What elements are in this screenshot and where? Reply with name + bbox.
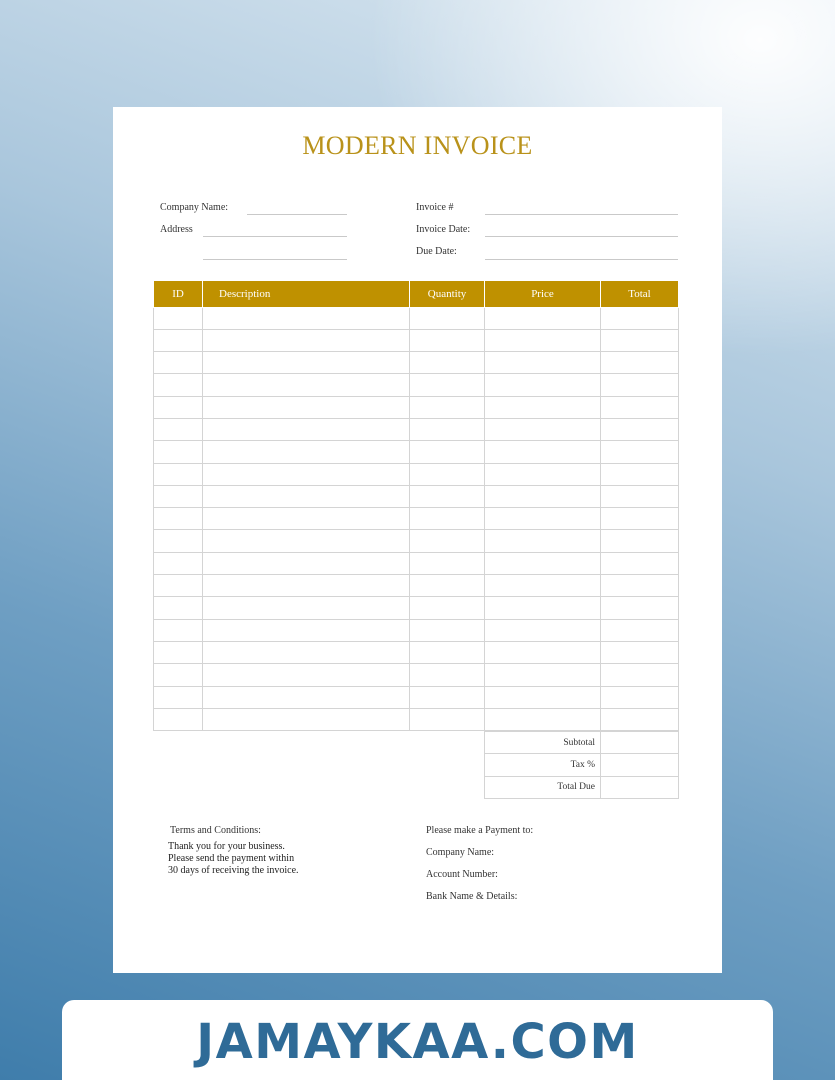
table-cell[interactable] [154,641,203,663]
table-cell[interactable] [410,552,485,574]
totals-table [484,731,679,799]
table-cell[interactable] [485,485,601,507]
table-cell[interactable] [203,329,410,351]
table-row [154,508,679,530]
table-cell[interactable] [203,485,410,507]
payment-title: Please make a Payment to: [426,825,534,836]
table-cell[interactable] [601,575,679,597]
table-cell[interactable] [410,664,485,686]
table-cell[interactable] [203,641,410,663]
table-cell[interactable] [485,664,601,686]
table-cell[interactable] [154,708,203,730]
terms-text: Thank you for your business. Please send the payment within 30 days of receiving the invoice. [168,841,299,876]
table-cell[interactable] [154,686,203,708]
table-row [154,463,679,485]
header-price: Price [485,281,601,307]
table-cell[interactable] [410,575,485,597]
table-cell[interactable] [601,619,679,641]
table-cell[interactable] [410,352,485,374]
table-cell[interactable] [203,441,410,463]
address-label: Address [160,224,193,235]
table-cell[interactable] [601,329,679,351]
table-cell[interactable] [410,708,485,730]
header-total: Total [601,281,679,307]
table-cell[interactable] [485,374,601,396]
table-cell[interactable] [485,597,601,619]
table-cell[interactable] [203,530,410,552]
company-name-field[interactable] [247,214,347,215]
invoice-sheet [113,107,722,973]
table-cell[interactable] [485,708,601,730]
table-cell[interactable] [203,552,410,574]
table-cell[interactable] [485,552,601,574]
table-row [154,352,679,374]
table-cell[interactable] [203,686,410,708]
table-row [154,485,679,507]
due-date-label: Due Date: [416,246,457,257]
table-row [154,329,679,351]
table-cell[interactable] [203,352,410,374]
table-cell[interactable] [154,396,203,418]
table-cell[interactable] [203,508,410,530]
brand-banner [62,1000,773,1080]
table-row [154,575,679,597]
address-field-line-2[interactable] [203,259,347,260]
table-cell[interactable] [154,597,203,619]
company-name-label: Company Name: [160,202,229,213]
table-row [154,664,679,686]
table-header-row [154,281,679,307]
line-items-table [153,281,679,731]
table-cell[interactable] [601,508,679,530]
tax-row [485,754,679,776]
brand-text: JAMAYKAA.COM [196,1014,639,1070]
line-items-body [154,307,679,731]
table-cell[interactable] [203,463,410,485]
header-id: ID [154,281,203,307]
terms-title: Terms and Conditions: [170,825,261,836]
table-cell[interactable] [154,619,203,641]
tax-value-cell[interactable] [601,754,679,776]
table-row [154,686,679,708]
table-cell[interactable] [485,418,601,440]
table-cell[interactable] [203,307,410,329]
table-cell[interactable] [601,485,679,507]
table-cell[interactable] [485,686,601,708]
header-quantity: Quantity [410,281,485,307]
table-cell[interactable] [410,597,485,619]
table-cell[interactable] [601,396,679,418]
table-cell[interactable] [410,418,485,440]
table-cell[interactable] [154,664,203,686]
payment-company-name-label: Company Name: [426,847,495,858]
table-cell[interactable] [601,597,679,619]
table-cell[interactable] [154,374,203,396]
table-cell[interactable] [154,485,203,507]
total-due-row [485,776,679,798]
table-cell[interactable] [601,307,679,329]
table-cell[interactable] [410,329,485,351]
table-row [154,641,679,663]
table-cell[interactable] [154,530,203,552]
table-row [154,708,679,730]
table-cell[interactable] [410,441,485,463]
table-cell[interactable] [485,329,601,351]
table-cell[interactable] [601,463,679,485]
table-row [154,396,679,418]
total-due-label: Total Due [485,776,601,798]
invoice-title: MODERN INVOICE [302,131,533,160]
tax-label: Tax % [485,754,601,776]
table-row [154,374,679,396]
table-cell[interactable] [154,508,203,530]
table-cell[interactable] [410,485,485,507]
table-cell[interactable] [601,352,679,374]
table-cell[interactable] [485,441,601,463]
table-cell[interactable] [203,418,410,440]
table-cell[interactable] [601,441,679,463]
invoice-number-label: Invoice # [416,202,454,213]
bank-details-label: Bank Name & Details: [426,891,518,902]
table-cell[interactable] [601,552,679,574]
table-cell[interactable] [410,463,485,485]
table-cell[interactable] [154,352,203,374]
subtotal-row [485,732,679,754]
header-description: Description [203,281,410,307]
table-cell[interactable] [485,508,601,530]
table-row [154,441,679,463]
table-row [154,418,679,440]
table-cell[interactable] [203,708,410,730]
table-cell[interactable] [601,530,679,552]
table-row [154,597,679,619]
table-row [154,530,679,552]
table-cell[interactable] [485,463,601,485]
table-cell[interactable] [410,686,485,708]
subtotal-label: Subtotal [485,732,601,754]
table-cell[interactable] [485,352,601,374]
table-cell[interactable] [485,307,601,329]
table-cell[interactable] [154,441,203,463]
table-cell[interactable] [601,686,679,708]
table-cell[interactable] [410,641,485,663]
due-date-field[interactable] [485,259,678,260]
table-cell[interactable] [485,641,601,663]
table-cell[interactable] [154,329,203,351]
table-cell[interactable] [410,508,485,530]
table-cell[interactable] [203,374,410,396]
table-cell[interactable] [154,463,203,485]
table-cell[interactable] [485,396,601,418]
table-cell[interactable] [154,552,203,574]
table-cell[interactable] [410,530,485,552]
subtotal-value-cell[interactable] [601,732,679,754]
table-cell[interactable] [485,530,601,552]
table-cell[interactable] [203,664,410,686]
table-cell[interactable] [485,575,601,597]
table-row [154,307,679,329]
table-row [154,552,679,574]
table-cell[interactable] [154,307,203,329]
table-cell[interactable] [601,641,679,663]
table-cell[interactable] [154,418,203,440]
table-cell[interactable] [203,597,410,619]
table-cell[interactable] [485,619,601,641]
table-cell[interactable] [154,575,203,597]
table-cell[interactable] [410,374,485,396]
table-cell[interactable] [203,619,410,641]
table-cell[interactable] [410,619,485,641]
table-cell[interactable] [203,575,410,597]
table-cell[interactable] [203,396,410,418]
table-cell[interactable] [601,418,679,440]
address-field-line-1[interactable] [203,236,347,237]
table-cell[interactable] [410,307,485,329]
invoice-date-field[interactable] [485,236,678,237]
account-number-label: Account Number: [426,869,498,880]
table-cell[interactable] [601,708,679,730]
invoice-date-label: Invoice Date: [416,224,471,235]
table-cell[interactable] [410,396,485,418]
table-row [154,619,679,641]
table-cell[interactable] [601,664,679,686]
total-due-value-cell[interactable] [601,776,679,798]
invoice-number-field[interactable] [485,214,678,215]
table-cell[interactable] [601,374,679,396]
